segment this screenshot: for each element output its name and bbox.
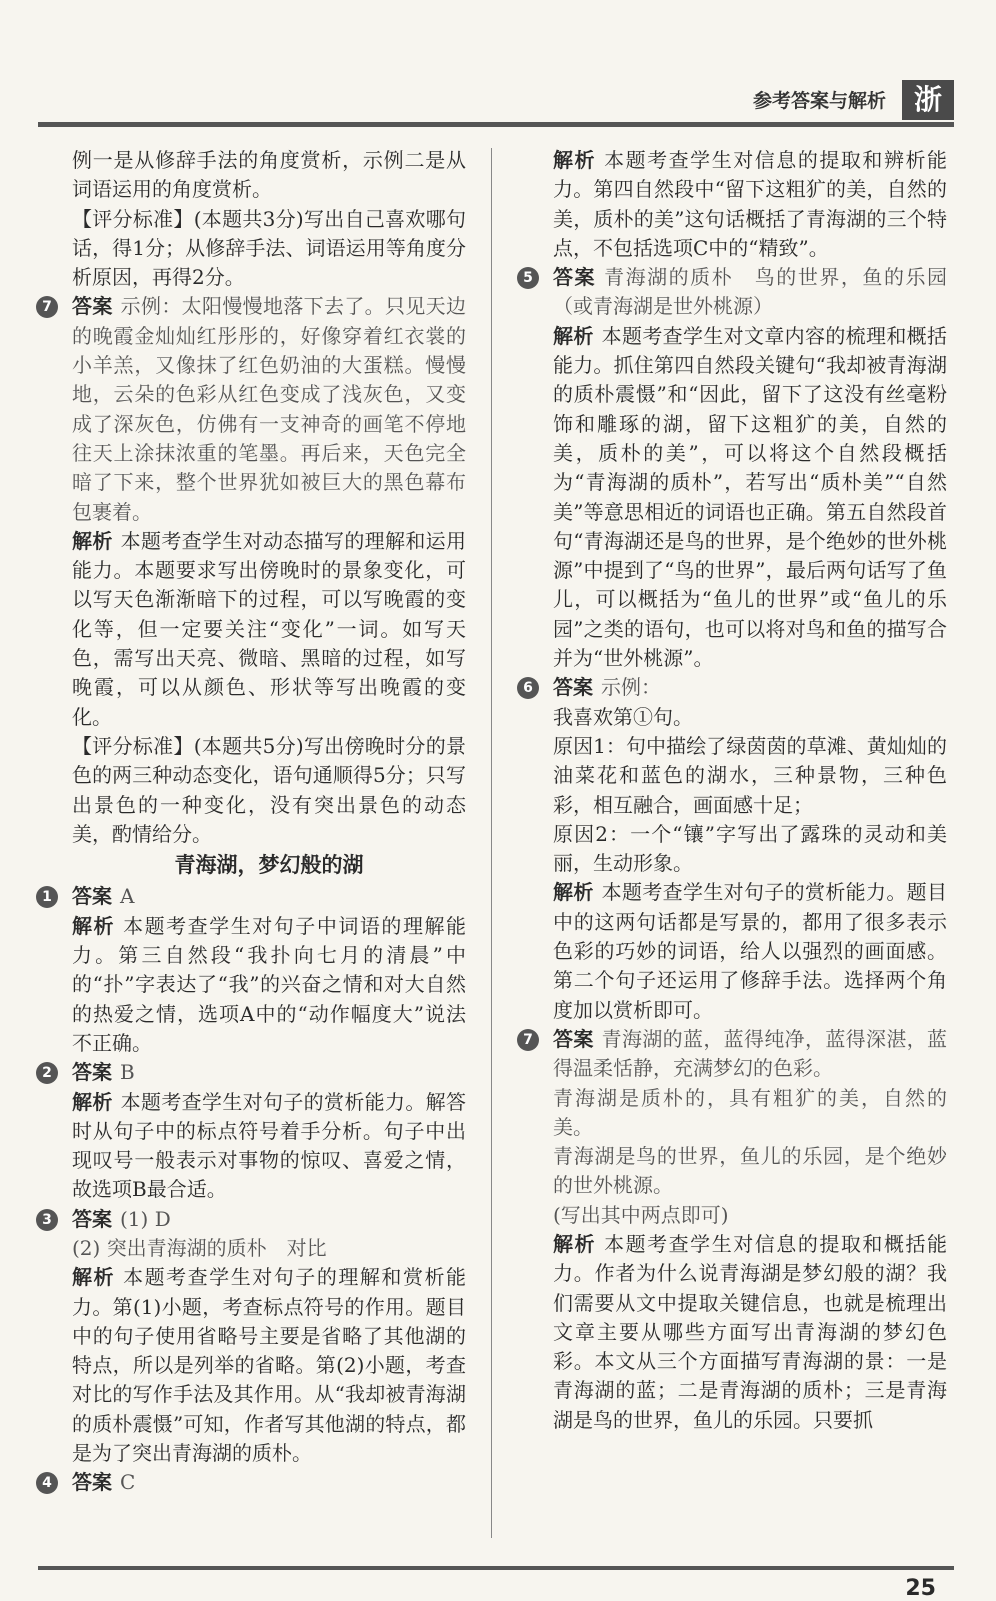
answer-label: 答案 <box>72 884 112 909</box>
column-divider <box>491 148 492 1538</box>
answer-text: (1) D <box>120 1206 171 1231</box>
question-number-badge: 7 <box>517 1029 539 1051</box>
answer-reason-1: 原因1：句中描绘了绿茵茵的草滩、黄灿灿的油菜花和蓝色的湖水，三种景物，三种色彩，相互融合，画面感十足； <box>553 733 947 817</box>
analysis-text: 本题考查学生对文章内容的梳理和概括能力。抓住第四自然段关键句“我却被青海湖的质朴震慑”和“因此，留下了这没有丝毫粉饰和雕琢的湖，留下这粗犷的美，自然的美，质朴的美”，可以将这个自然段概括为“青海湖的质朴”，若写出“质朴美”“自然美”等意思相近的词语也正确。第五自然段首句“青海湖还是鸟的世界，是个绝妙的世外桃源”中提到了“鸟的世界”，最后两句话写了鱼儿，可以概括为“鱼儿的世界”或“鱼儿的乐园”之类的语句，也可以将对鸟和鱼的描写合并为“世外桃源”。 <box>553 323 948 671</box>
analysis-label: 解析 <box>553 148 597 172</box>
analysis-label: 解析 <box>553 1231 597 1256</box>
analysis-label: 解析 <box>553 323 594 348</box>
page-number: 25 <box>905 1576 936 1601</box>
answer-text: (2) 突出青海湖的质朴 对比 <box>72 1235 327 1260</box>
analysis-label: 解析 <box>72 913 116 938</box>
header-rule <box>38 122 954 127</box>
analysis-text: 本题考查学生对句子的赏析能力。题目中的这两句话都是写景的，都用了很多表示色彩的巧妙的词语，给人以强烈的画面感。第二个句子还运用了修辞手法。选择两个角度加以赏析即可。 <box>553 880 948 1022</box>
section-title: 青海湖，梦幻般的湖 <box>174 853 364 878</box>
question-7-block <box>523 1025 948 1435</box>
analysis-text: 本题考查学生对句子中词语的理解能力。第三自然段“我扑向七月的清晨”中的“扑”字表达了“我”的兴奋之情和对大自然的热爱之情，选项A中的“动作幅度大”说法不正确。 <box>72 913 467 1055</box>
question-number-badge: 7 <box>36 296 58 318</box>
region-badge: 浙 <box>902 80 954 120</box>
scoring-standard: 【评分标准】(本题共5分)写出傍晚时分的景色的两三种动态变化，语句通顺得5分；只写出景色的一种变化，没有突出景色的动态美，酌情给分。 <box>72 733 466 846</box>
answer-label: 答案 <box>72 1206 112 1231</box>
question-1-block <box>42 882 467 1058</box>
answer-text: 青海湖的质朴 鸟的世界，鱼的乐园（或青海湖是世外桃源） <box>553 265 948 319</box>
question-7-block <box>42 292 467 849</box>
left-column <box>42 146 467 1498</box>
answer-text: 青海湖是鸟的世界，鱼儿的乐园，是个绝妙的世外桃源。 <box>553 1144 947 1198</box>
answer-text: 示例： <box>601 675 661 700</box>
answer-label: 答案 <box>553 265 597 290</box>
question-number-badge: 3 <box>36 1209 58 1231</box>
analysis-text: 本题考查学生对句子的赏析能力。解答时从句子中的标点符号着手分析。句子中出现叹号一般表示对事物的惊叹、喜爱之情，故选项B最合适。 <box>72 1089 467 1202</box>
answer-label: 答案 <box>553 1026 594 1051</box>
answer-text: 青海湖是质朴的，具有粗犷的美，自然的美。 <box>553 1085 947 1139</box>
question-number-badge: 6 <box>517 677 539 699</box>
answer-label: 答案 <box>72 294 113 319</box>
right-column <box>523 146 948 1435</box>
answer-label: 答案 <box>553 675 593 700</box>
answer-label: 答案 <box>72 1060 112 1085</box>
analysis-text: 本题考查学生对动态描写的理解和运用能力。本题要求写出傍晚时的景象变化，可以写天色渐渐暗下的过程，可以写晚霞的变化等，但一定要关注“变化”一词。如写天色，需写出天亮、微暗、黑暗的过程，如写晚霞，可以从颜色、形状等写出晚霞的变化。 <box>72 528 467 729</box>
answer-reason-2: 原因2：一个“镶”字写出了露珠的灵动和美丽，生动形象。 <box>553 821 947 876</box>
question-number-badge: 4 <box>36 1472 58 1494</box>
footer-rule <box>38 1566 954 1570</box>
analysis-text: 本题考查学生对信息的提取和概括能力。作者为什么说青海湖是梦幻般的湖？我们需要从文中提取关键信息，也就是梳理出文章主要从哪些方面写出青海湖的梦幻色彩。本文从三个方面描写青海湖的景：一是青海湖的蓝；二是青海湖的质朴；三是青海湖是鸟的世界，鱼儿的乐园。只要抓 <box>553 1231 948 1432</box>
question-2-block <box>42 1058 467 1204</box>
question-5-block <box>523 263 948 673</box>
answer-text: C <box>120 1470 136 1495</box>
intro-text: 例一是从修辞手法的角度赏析，示例二是从词语运用的角度赏析。 <box>72 148 466 202</box>
answer-text: 示例：太阳慢慢地落下去了。只见天边的晚霞金灿灿红彤彤的，好像穿着红衣裳的小羊羔，又像抹了红色奶油的大蛋糕。慢慢地，云朵的色彩从红色变成了浅灰色，又变成了深灰色，仿佛有一支神奇的画笔不停地往天上涂抹浓重的笔墨。再后来，天色完全暗了下来，整个世界犹如被巨大的黑色幕布包裹着。 <box>72 294 467 524</box>
scoring-standard: 【评分标准】(本题共3分)写出自己喜欢哪句话，得1分；从修辞手法、词语运用等角度分析原因，再得2分。 <box>72 206 466 290</box>
analysis-label: 解析 <box>553 880 594 905</box>
analysis-label: 解析 <box>72 528 113 553</box>
question-3-block <box>42 1205 467 1469</box>
analysis-label: 解析 <box>72 1265 116 1290</box>
analysis-text: 本题考查学生对信息的提取和辨析能力。第四自然段中“留下这粗犷的美，自然的美，质朴的美”这句话概括了青海湖的三个特点，不包括选项C中的“精致”。 <box>553 148 948 260</box>
answer-line: 我喜欢第①句。 <box>553 704 693 729</box>
answer-text: A <box>120 884 135 909</box>
header-title: 参考答案与解析 <box>752 90 886 112</box>
question-number-badge: 5 <box>517 267 539 289</box>
answer-label: 答案 <box>72 1470 112 1495</box>
question-4-block <box>42 1468 466 1497</box>
answer-text: 青海湖的蓝，蓝得纯净，蓝得深湛，蓝得温柔恬静，充满梦幻的色彩。 <box>553 1026 948 1081</box>
question-number-badge: 2 <box>36 1062 58 1084</box>
answer-note: (写出其中两点即可) <box>553 1202 729 1227</box>
question-number-badge: 1 <box>36 886 58 908</box>
question-6-block <box>523 673 948 1025</box>
analysis-text: 本题考查学生对句子的理解和赏析能力。第(1)小题，考查标点符号的作用。题目中的句子使用省略号主要是省略了其他湖的特点，所以是列举的省略。第(2)小题，考查对比的写作手法及其作用。从“我却被青海湖的质朴震慑”可知，作者写其他湖的特点，都是为了突出青海湖的质朴。 <box>72 1265 467 1466</box>
analysis-label: 解析 <box>72 1089 113 1114</box>
answer-text: B <box>120 1060 135 1085</box>
